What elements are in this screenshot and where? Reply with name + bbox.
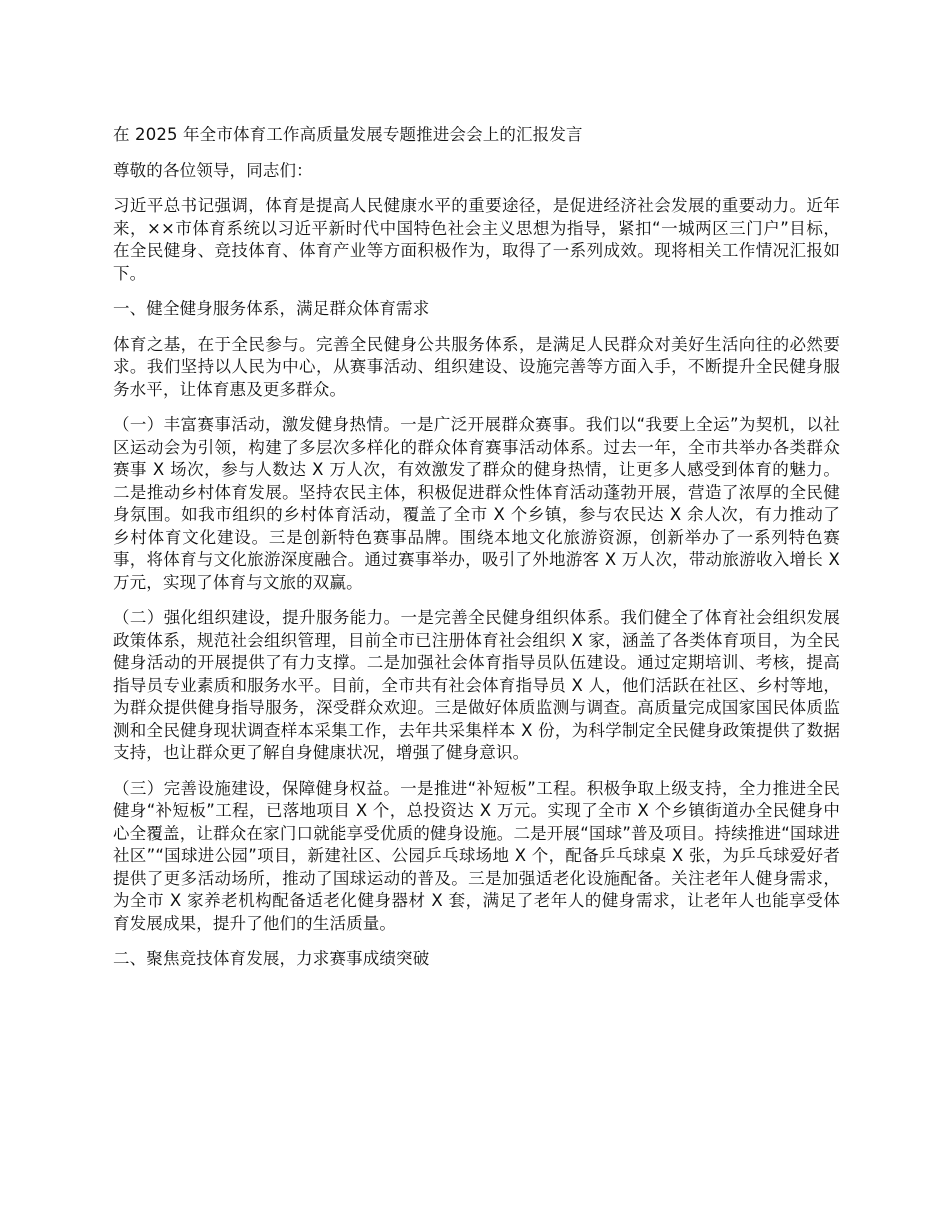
subsection-3-paragraph: （三）完善设施建设，保障健身权益。一是推进“补短板”工程。积极争取上级支持，全力推进全民健身“补短板”工程，已落地项目 X 个，总投资达 X 万元。实现了全市 X 个乡镇街道办全民健身中心全覆盖，让群众在家门口就能享受优质的健身设施。二是开展“国球”普及项目。持续推进“国球进社区”“国球进公园”项目，新建社区、公园乒乓球场地 X 个，配备乒乓球桌 X 张，为乒乓球爱好者提供了更多活动场所，推动了国球运动的普及。三是加强适老化设施配备。关注老年人健身需求，为全市 X 家养老机构配备适老化健身器材 X 套，满足了老年人的健身需求，让老年人也能享受体育发展成果，提升了他们的生活质量。 bbox=[113, 778, 840, 933]
document-page bbox=[113, 124, 840, 984]
salutation: 尊敬的各位领导，同志们： bbox=[113, 160, 313, 180]
section-1-intro-paragraph: 体育之基，在于全民参与。完善全民健身公共服务体系，是满足人民群众对美好生活向往的必然要求。我们坚持以人民为中心，从赛事活动、组织建设、设施完善等方面入手，不断提升全民健身服务水平，让体育惠及更多群众。 bbox=[113, 334, 840, 399]
subsection-2-paragraph: （二）强化组织建设，提升服务能力。一是完善全民健身组织体系。我们健全了体育社会组织发展政策体系，规范社会组织管理，目前全市已注册体育社会组织 X 家，涵盖了各类体育项目，为全民健身活动的开展提供了有力支撑。二是加强社会体育指导员队伍建设。通过定期培训、考核，提高指导员专业素质和服务水平。目前，全市共有社会体育指导员 X 人，他们活跃在社区、乡村等地，为群众提供健身指导服务，深受群众欢迎。三是做好体质监测与调查。高质量完成国家国民体质监测和全民健身现状调查样本采集工作，去年共采集样本 X 份，为科学制定全民健身政策提供了数据支持，也让群众更了解自身健康状况，增强了健身意识。 bbox=[113, 608, 840, 762]
section-heading-1: 一、健全健身服务体系，满足群众体育需求 bbox=[113, 299, 430, 318]
subsection-1-paragraph: （一）丰富赛事活动，激发健身热情。一是广泛开展群众赛事。我们以“我要上全运”为契机，以社区运动会为引领，构建了多层次多样化的群众体育赛事活动体系。过去一年，全市共举办各类群众赛事 X 场次，参与人数达 X 万人次，有效激发了群众的健身热情，让更多人感受到体育的魅力。二是推动乡村体育发展。坚持农民主体，积极促进群众性体育活动蓬勃开展，营造了浓厚的全民健身氛围。如我市组织的乡村体育活动，覆盖了全市 X 个乡镇，参与农民达 X 余人次，有力推动了乡村体育文化建设。三是创新特色赛事品牌。围绕本地文化旅游资源，创新举办了一系列特色赛事，将体育与文化旅游深度融合。通过赛事举办，吸引了外地游客 X 万人次，带动旅游收入增长 X 万元，实现了体育与文旅的双赢。 bbox=[113, 415, 840, 592]
document-title: 在 2025 年全市体育工作高质量发展专题推进会会上的汇报发言 bbox=[113, 125, 583, 144]
intro-paragraph: 习近平总书记强调，体育是提高人民健康水平的重要途径，是促进经济社会发展的重要动力。近年来，××市体育系统以习近平新时代中国特色社会主义思想为指导，紧扣“一城两区三门户”目标，在全民健身、竞技体育、体育产业等方面积极作为，取得了一系列成效。现将相关工作情况汇报如下。 bbox=[113, 196, 840, 283]
section-heading-2: 二、聚焦竞技体育发展，力求赛事成绩突破 bbox=[113, 949, 430, 968]
